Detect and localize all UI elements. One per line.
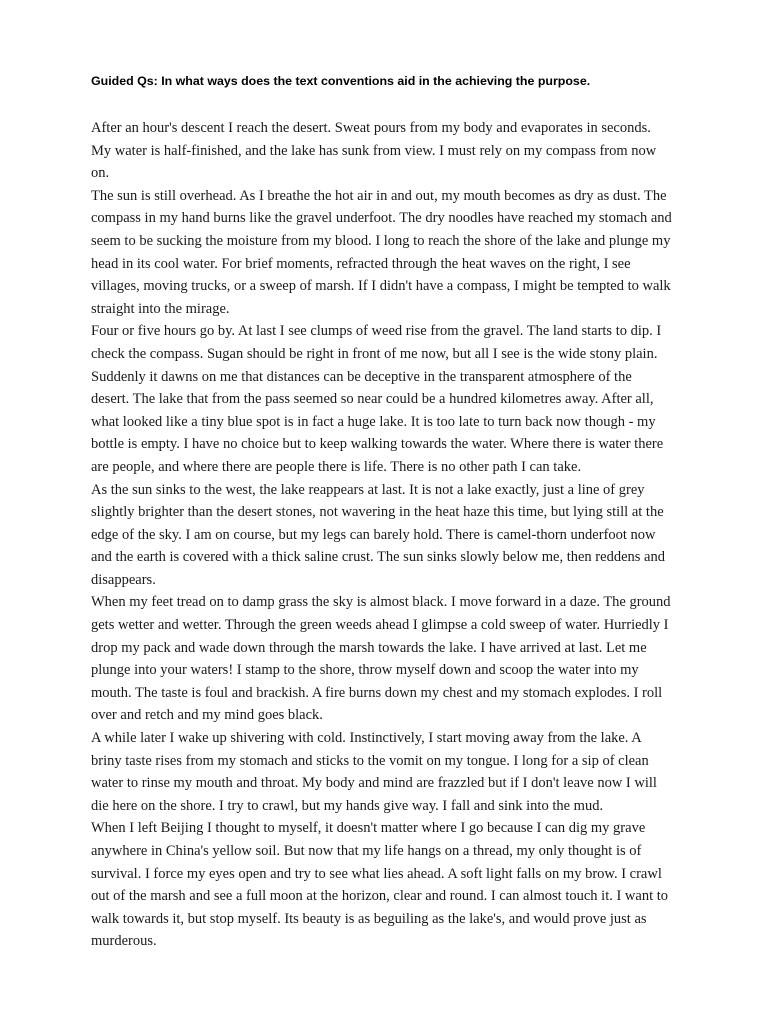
passage-line: on.: [91, 165, 110, 182]
passage-line: When I left Beijing I thought to myself, it doesn't matter where I go because I can dig my grave: [91, 820, 646, 837]
passage-line: plunge into your waters! I stamp to the shore, throw myself down and scoop the water into my: [91, 662, 639, 679]
passage-line: After an hour's descent I reach the desert. Sweat pours from my body and evaporates in seconds.: [91, 120, 651, 136]
passage-line: slightly brighter than the desert stones, not wavering in the heat haze this time, but lying still at the: [91, 504, 664, 521]
passage-line: The sun is still overhead. As I breathe the hot air in and out, my mouth becomes as dry as dust. The: [91, 187, 667, 204]
passage-line: seem to be sucking the moisture from my blood. I long to reach the shore of the lake and plunge my: [91, 232, 671, 249]
passage-line: drop my pack and wade down through the marsh towards the lake. I have arrived at last. Let me: [91, 639, 647, 656]
passage-line: survival. I force my eyes open and try to see what lies ahead. A soft light falls on my brow. I crawl: [91, 865, 662, 882]
passage-line: murderous.: [91, 933, 157, 950]
passage-line: compass in my hand burns like the gravel underfoot. The dry noodles have reached my stomach and: [91, 210, 672, 227]
passage-line: villages, moving trucks, or a sweep of marsh. If I didn't have a compass, I might be tempted to walk: [91, 278, 671, 295]
passage-line: head in its cool water. For brief moments, refracted through the heat waves on the right, I see: [91, 255, 631, 272]
passage-line: mouth. The taste is foul and brackish. A fire burns down my chest and my stomach explodes. I roll: [91, 684, 663, 701]
passage-line: briny taste rises from my stomach and sticks to the vomit on my tongue. I long for a sip of clean: [91, 752, 649, 769]
passage-line: When my feet tread on to damp grass the sky is almost black. I move forward in a daze. The ground: [91, 594, 671, 611]
passage-line: walk towards it, but stop myself. Its beauty is as beguiling as the lake's, and would prove just as: [91, 910, 647, 927]
passage-text: [91, 117, 731, 953]
guided-question-heading: Guided Qs: In what ways does the text conventions aid in the achieving the purpose.: [91, 74, 591, 88]
passage-line: Four or five hours go by. At last I see clumps of weed rise from the gravel. The land starts to dip. I: [91, 323, 662, 340]
passage-line: what looked like a tiny blue spot is in fact a huge lake. It is too late to turn back now though - my: [91, 413, 656, 430]
passage-line: A while later I wake up shivering with cold. Instinctively, I start moving away from the lake. A: [91, 730, 642, 747]
passage-line: desert. The lake that from the pass seemed so near could be a hundred kilometres away. After all,: [91, 391, 654, 408]
passage-line: check the compass. Sugan should be right in front of me now, but all I see is the wide stony plain.: [91, 345, 658, 362]
passage-line: edge of the sky. I am on course, but my legs can barely hold. There is camel-thorn underfoot now: [91, 526, 656, 543]
passage-line: are people, and where there are people there is life. There is no other path I can take.: [91, 458, 582, 475]
passage-line: bottle is empty. I have no choice but to keep walking towards the water. Where there is water there: [91, 436, 664, 453]
passage-line: water to rinse my mouth and throat. My body and mind are frazzled but if I don't leave now I will: [91, 775, 657, 792]
passage-line: My water is half-finished, and the lake has sunk from view. I must rely on my compass from now: [91, 142, 657, 159]
passage-line: Suddenly it dawns on me that distances can be deceptive in the transparent atmosphere of the: [91, 368, 632, 385]
passage-line: anywhere in China's yellow soil. But now that my life hangs on a thread, my only thought is of: [91, 843, 642, 859]
passage-line: disappears.: [91, 571, 156, 588]
passage-line: straight into the mirage.: [91, 300, 230, 317]
passage-line: over and retch and my mind goes black.: [91, 707, 323, 724]
passage-line: gets wetter and wetter. Through the green weeds ahead I glimpse a cold sweep of water. Hurriedly I: [91, 617, 669, 634]
passage-line: die here on the shore. I try to crawl, but my hands give way. I fall and sink into the mud.: [91, 797, 604, 814]
passage-line: out of the marsh and see a full moon at the horizon, clear and round. I can almost touch it. I want to: [91, 888, 669, 905]
passage-line: As the sun sinks to the west, the lake reappears at last. It is not a lake exactly, just a line of grey: [91, 481, 645, 498]
passage-line: and the earth is covered with a thick saline crust. The sun sinks slowly below me, then reddens and: [91, 549, 665, 566]
